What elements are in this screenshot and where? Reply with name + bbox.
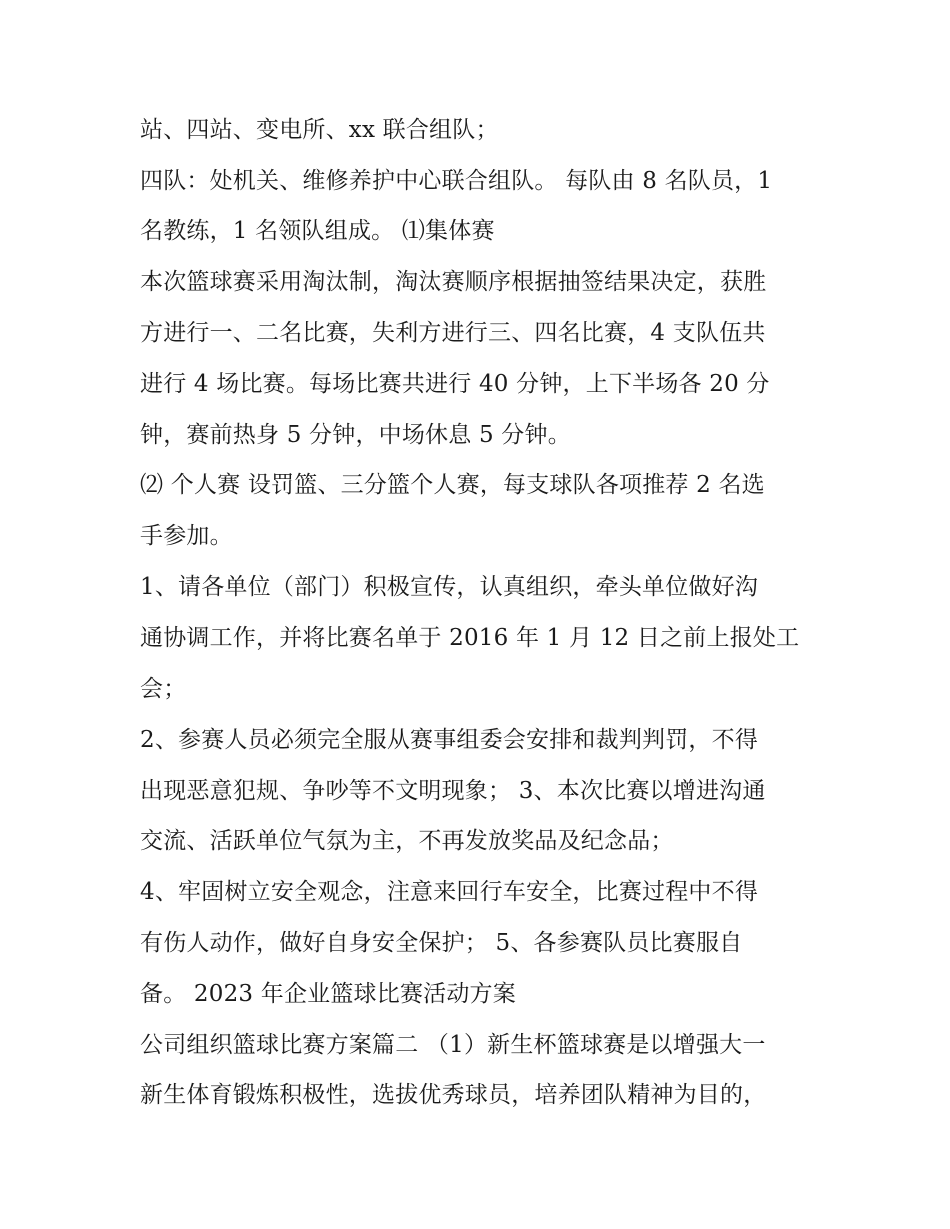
text-line: 会； — [140, 676, 187, 702]
text-line: 2、参赛人员必须完全服从赛事组委会安排和裁判判罚，不得 — [140, 727, 759, 753]
text-line: 1、请各单位（部门）积极宣传，认真组织，牵头单位做好沟 — [140, 574, 759, 600]
text-line: 4、牢固树立安全观念，注意来回行车安全，比赛过程中不得 — [140, 879, 759, 905]
text-line: 备。 2023 年企业篮球比赛活动方案 — [140, 981, 516, 1007]
text-line: 进行 4 场比赛。每场比赛共进行 40 分钟，上下半场各 20 分 — [140, 371, 770, 397]
text-line: 四队：处机关、维修养护中心联合组队。 每队由 8 名队员，1 — [140, 168, 773, 194]
text-line: 通协调工作，并将比赛名单于 2016 年 1 月 12 日之前上报处工 — [140, 625, 800, 651]
text-line: 新生体育锻炼积极性，选拔优秀球员，培养团队精神为目的， — [140, 1082, 767, 1108]
text-line: 出现恶意犯规、争吵等不文明现象； 3、本次比赛以增进沟通 — [140, 778, 766, 804]
text-line: 手参加。 — [140, 523, 233, 549]
text-line: 有伤人动作，做好自身安全保护； 5、各参赛队员比赛服自 — [140, 930, 743, 956]
text-line: 方进行一、二名比赛，失利方进行三、四名比赛，4 支队伍共 — [140, 320, 766, 346]
text-line: 本次篮球赛采用淘汰制，淘汰赛顺序根据抽签结果决定，获胜 — [140, 269, 767, 295]
text-line: ⑵ 个人赛 设罚篮、三分篮个人赛，每支球队各项推荐 2 名选 — [140, 472, 765, 498]
text-line: 名教练，1 名领队组成。 ⑴集体赛 — [140, 218, 495, 244]
text-line: 站、四站、变电所、xx 联合组队； — [140, 117, 499, 143]
text-line: 交流、活跃单位气氛为主，不再发放奖品及纪念品； — [140, 828, 674, 854]
text-line: 公司组织篮球比赛方案篇二 （1）新生杯篮球赛是以增强大一 — [140, 1032, 766, 1058]
text-line: 钟，赛前热身 5 分钟，中场休息 5 分钟。 — [140, 422, 571, 448]
